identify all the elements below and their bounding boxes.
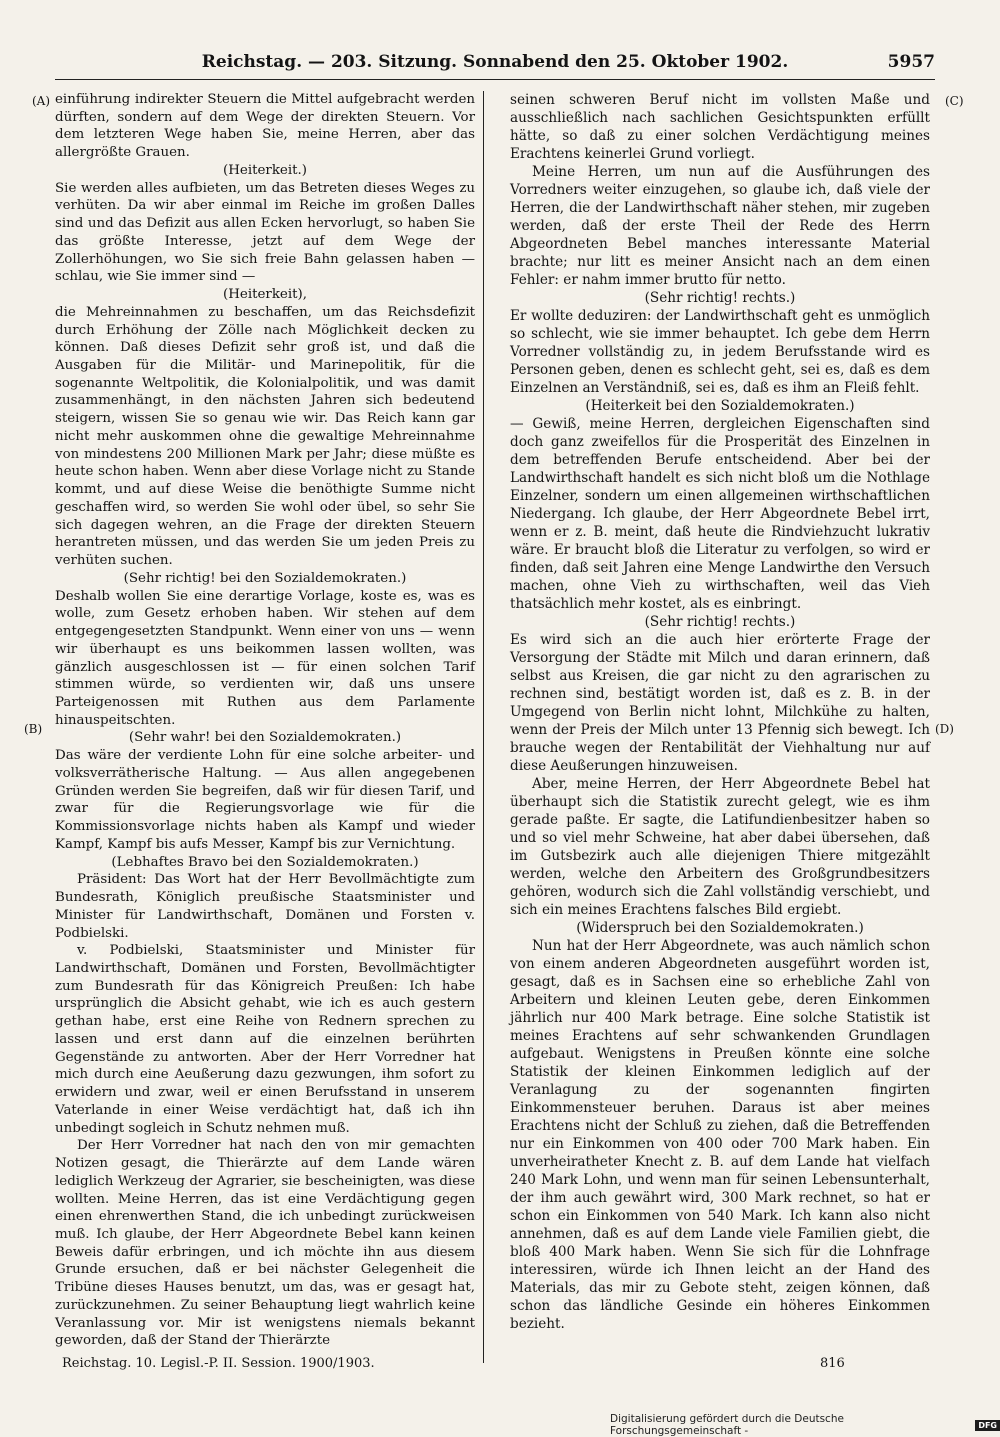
paragraph: Es wird sich an die auch hier erörterte Frage der Versorgung der Städte mit Milch und daran erinnern, daß selbst aus Kreisen, die gar nicht zu den agrarischen zu rechnen sind, bestätigt worden ist, daß es z. B. in der Umgegend von Berlin nicht lohnt, Milchkühe zu halten, wenn der Preis der Milch unter 13 Pfennig sich bewegt. Ich brauche wegen der Rentabilität der Viehhaltung nur auf diese Aeußerungen hinzuweisen. <box>510 632 930 774</box>
paragraph: Aber, meine Herren, der Herr Abgeordnete Bebel hat überhaupt sich die Statistik zurecht gelegt, wie es ihm gerade paßte. Er sagte, die Latifundienbesitzer haben so und so viel mehr Schweine, hat aber dabei übersehen, daß im Gutsbezirk auch alle diejenigen Thiere mitgezählt werden, welche den Arbeitern des Großgrundbesitzers gehören, wodurch sich die Zahl vollständig verschiebt, und sich ein meines Erachtens falsches Bild ergiebt. <box>510 776 930 918</box>
page-header <box>55 52 935 76</box>
paragraph: Deshalb wollen Sie eine derartige Vorlage, koste es, was es wolle, zum Gesetz erhoben haben. Wir stehen auf dem entgegengesetzten Standpunkt. Wenn einer von uns — wenn wir überhaupt es uns beikommen lassen wollten, was gänzlich ausgeschlossen ist — für einen solchen Tarif stimmen würde, so verdienten wir, daß uns unsere Parteigenossen mit Ruthen aus dem Parlamente hinauspeitschten. <box>55 588 475 728</box>
interjection: (Widerspruch bei den Sozialdemokraten.) <box>576 920 864 936</box>
interjection: (Heiterkeit.) <box>223 162 307 178</box>
right-column <box>510 91 930 1333</box>
interjection: (Heiterkeit), <box>223 287 307 303</box>
paragraph: Sie werden alles aufbieten, um das Betreten dieses Weges zu verhüten. Da wir aber einmal im Reiche im großen Dalles sind und das Defizit aus allen Ecken hervorlugt, so haben Sie das größte Interesse, jetzt auf dem Wege der Zollerhöhungen, wo Sie sich freie Bahn gelassen haben — schlau, wie Sie immer sind — <box>55 180 475 285</box>
margin-marker-a: (A) <box>32 94 51 108</box>
interjection: (Sehr wahr! bei den Sozialdemokraten.) <box>128 730 402 746</box>
paragraph: v. Podbielski, Staatsminister und Minister für Landwirthschaft, Domänen und Forsten, Bevollmächtigter zum Bundesrath für das Königreich Preußen: Ich habe ursprünglich die Absicht gehabt, wie ich es auch gestern gethan habe, erst eine Reihe von Rednern sprechen zu lassen und erst dann auf die einzelnen berührten Gegenstände zu antworten. Aber der Herr Vorredner hat mich durch eine Aeußerung dazu gezwungen, ihm sofort zu erwidern und zwar, weil er einen Berufsstand in unserem Vaterlande in einer Weise verdächtigt hat, daß ich ihn unbedingt sogleich in Schutz nehmen muß. <box>55 943 475 1136</box>
interjection: (Sehr richtig! bei den Sozialdemokraten.) <box>123 570 407 586</box>
paragraph: — Gewiß, meine Herren, dergleichen Eigenschaften sind doch ganz zweifellos für die Prosperität des Einzelnen in dem betreffenden Berufe entscheidend. Aber bei der Landwirthschaft handelt es sich nicht bloß um die Nothlage Einzelner, sondern um einen allgemeinen wirthschaftlichen Niedergang. Ich glaube, der Herr Abgeordnete Bebel irrt, wenn er z. B. meint, daß heute die Rindviehzucht lukrativ wäre. Er braucht bloß die Literatur zu verfolgen, so wird er finden, daß seit Jahren eine Menge Landwirthe den Versuch machen, ohne Vieh zu wirthschaften, weil das Vieh thatsächlich mehr kostet, als es einbringt. <box>510 416 930 612</box>
paragraph: Er wollte deduziren: der Landwirthschaft geht es unmöglich so schlecht, wie sie immer behauptet. Ich gebe dem Herrn Vorredner vollständig zu, in jedem Berufsstande wird es Personen geben, denen es schlecht geht, sei es, daß es dem Einzelnen an Verständniß, sei es, daß es ihm an Fleiß fehlt. <box>510 308 930 396</box>
paragraph: seinen schweren Beruf nicht im vollsten Maße und ausschließlich nach sachlichen Gesichtspunkten erfüllt hätte, so daß zu einer solchen Verdächtigung meines Erachtens keinerlei Grund vorliegt. <box>510 92 930 162</box>
left-column <box>55 91 475 1350</box>
paragraph: die Mehreinnahmen zu beschaffen, um das Reichsdefizit durch Erhöhung der Zölle nach Möglichkeit decken zu können. Daß dieses Defizit sehr groß ist, und daß die Ausgaben für die Militär- und Marinepolitik, für die sogenannte Weltpolitik, die Kolonialpolitik, und was damit zusammenhängt, in den nächsten Jahren sich bedeutend steigern, wissen Sie so genau wie wir. Das Reich kann gar nicht mehr auskommen ohne die gewaltige Mehreinnahme von mindestens 200 Millionen Mark per Jahr; diese müßte es heute schon haben. Wenn aber diese Vorlage nicht zu Stande kommt, und auf diese Weise die benöthigte Summe nicht geschaffen wird, so werden Sie wohl oder übel, so sehr Sie sich dagegen wehren, an die Frage der direkten Steuern herantreten müssen, und das werden Sie um jeden Preis zu verhüten suchen. <box>55 304 475 569</box>
paragraph: Nun hat der Herr Abgeordnete, was auch nämlich schon von einem anderen Abgeordneten ausgeführt worden ist, gesagt, daß es in Sachsen eine so erhebliche Zahl von Arbeitern und kleinen Leuten gebe, deren Einkommen jährlich nur 400 Mark betrage. Eine solche Statistik ist meines Erachtens auf sehr schwankenden Grundlagen aufgebaut. Wenigstens in Preußen könnte eine solche Statistik der kleinen Einkommen lediglich auf der Veranlagung zu der sogenannten fingirten Einkommensteuer beruhen. Daraus ist aber meines Erachtens nicht der Schluß zu ziehen, daß die Betreffenden nur ein Einkommen von 400 oder 700 Mark haben. Ein unverheiratheter Knecht z. B. auf dem Lande hat vielfach 240 Mark Lohn, und wenn man für seinen Lebensunterhalt, der ihm auch gewährt wird, 300 Mark rechnet, so hat er schon ein Einkommen von 540 Mark. Ich kann also nicht annehmen, daß es auf dem Lande viele Familien giebt, die bloß 400 Mark haben. Wenn Sie sich für die Lohnfrage interessiren, würde ich Ihnen leicht an der Hand des Materials, das mir zu Gebote steht, zeigen können, daß schon das ländliche Gesinde ein höheres Einkommen bezieht. <box>510 938 930 1332</box>
paragraph: Der Herr Vorredner hat nach den von mir gemachten Notizen gesagt, die Thierärzte auf dem Lande wären lediglich Werkzeug der Agrarier, sie bescheinigten, was diese wollten. Meine Herren, das ist eine Verdächtigung gegen einen ehrenwerthen Stand, die ich unbedingt zurückweisen muß. Ich glaube, der Herr Abgeordnete Bebel kann keinen Beweis dafür erbringen, und ich möchte ihn aus diesem Grunde ersuchen, daß er bei nächster Gelegenheit die Tribüne dieses Hauses benutzt, um das, was er gesagt hat, zurückzunehmen. Zu seiner Behauptung liegt wahrlich keine Veranlassung vor. Mir ist wenigstens niemals bekannt geworden, daß der Stand der Thierärzte <box>55 1138 475 1349</box>
paragraph: Präsident: Das Wort hat der Herr Bevollmächtigte zum Bundesrath, Königlich preußische Staatsminister und Minister für Landwirthschaft, Domänen und Forsten v. Podbielski. <box>55 872 475 941</box>
interjection: (Lebhaftes Bravo bei den Sozialdemokraten.) <box>111 854 419 870</box>
footer-session-info: Reichstag. 10. Legisl.-P. II. Session. 1900/1903. <box>62 1356 375 1371</box>
credit-text: Digitalisierung gefördert durch die Deutsche Forschungsgemeinschaft - <box>610 1413 844 1437</box>
margin-marker-b: (B) <box>24 722 43 736</box>
footer-sheet-number: 816 <box>820 1356 845 1371</box>
margin-marker-c: (C) <box>945 94 964 108</box>
paragraph: Meine Herren, um nun auf die Ausführungen des Vorredners weiter einzugehen, so glaube ich, daß viele der Herren, die der Landwirthschaft näher stehen, mir zugeben werden, daß der erste Theil der Rede des Herrn Abgeordneten Bebel manches interessante Material brachte; nur litt es meiner Ansicht nach an dem einen Fehler: er nahm immer brutto für netto. <box>510 164 930 288</box>
header-title: Reichstag. — 203. Sitzung. Sonnabend den 25. Oktober 1902. <box>201 52 789 72</box>
dfg-logo: DFG <box>975 1420 1000 1431</box>
digitization-credit <box>610 1413 1000 1437</box>
interjection: (Sehr richtig! rechts.) <box>644 290 796 306</box>
interjection: (Heiterkeit bei den Sozialdemokraten.) <box>585 398 855 414</box>
column-divider <box>483 91 484 1363</box>
page-number: 5957 <box>887 52 935 72</box>
header-rule <box>55 79 935 80</box>
margin-marker-d: (D) <box>935 722 954 736</box>
paragraph: einführung indirekter Steuern die Mittel aufgebracht werden dürften, sondern auf dem Wege der direkten Steuern. Vor dem letzteren Wege haben Sie, meine Herren, aber das allergrößte Grauen. <box>55 92 475 161</box>
interjection: (Sehr richtig! rechts.) <box>644 614 796 630</box>
paragraph: Das wäre der verdiente Lohn für eine solche arbeiter- und volksverrätherische Haltung. — Aus allen angegebenen Gründen werden Sie begreifen, daß wir für diesen Tarif, und zwar für die Regierungsvorlage wie für die Kommissionsvorlage nichts haben als Kampf und wieder Kampf, Kampf bis aufs Messer, Kampf bis zur Vernichtung. <box>55 748 475 852</box>
